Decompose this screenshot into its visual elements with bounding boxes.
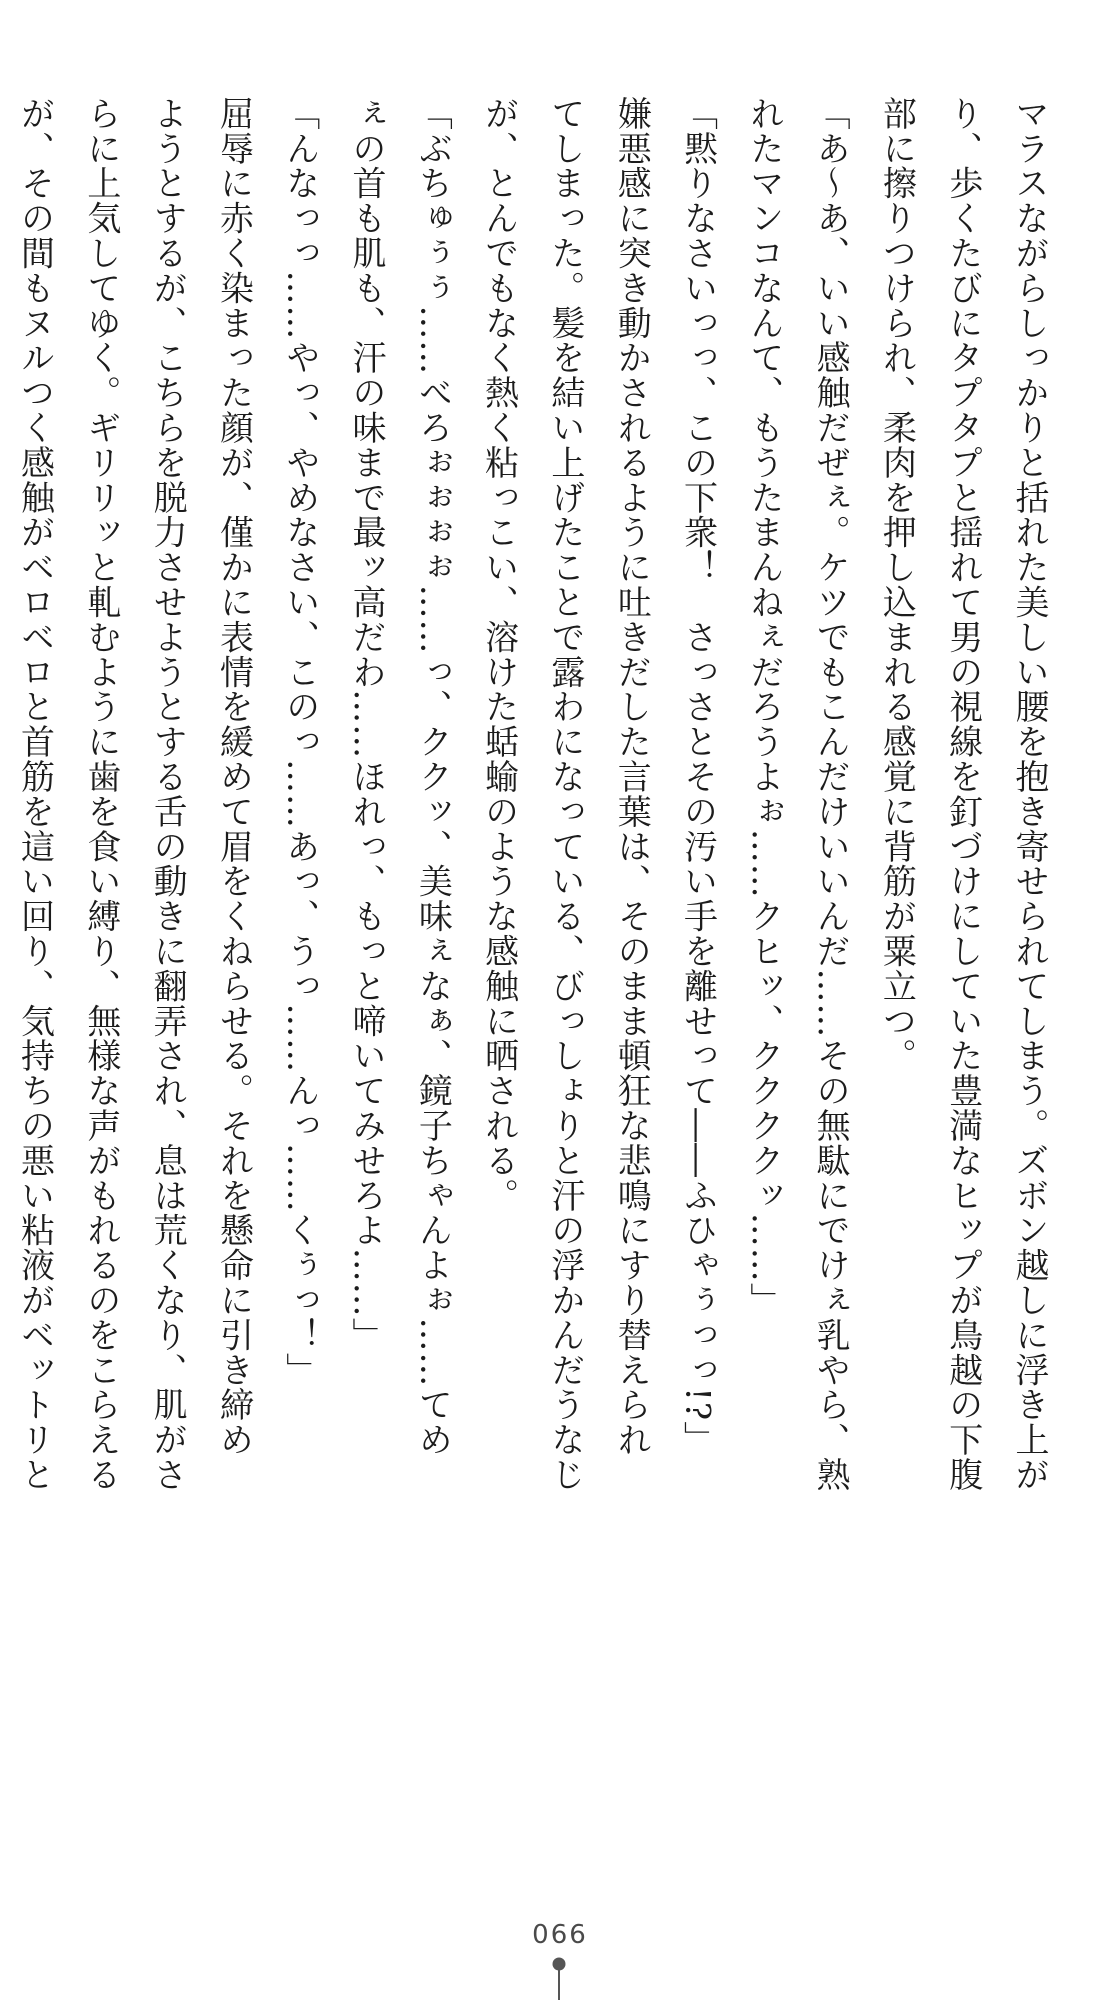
page-ornament-icon [548,1956,570,2000]
text-line: 屈辱に赤く染まった顔が、僅かに表情を緩めて眉をくねらせる。それを懸命に引き締め [213,96,254,1458]
text-line: 嫌悪感に突き動かされるように吐きだした言葉は、そのまま頓狂な悲鳴にすり替えられ [611,96,652,1458]
text-line: ようとするが、こちらを脱力させようとする舌の動きに翻弄され、息は荒くなり、肌がさ [147,96,188,1492]
text-line: ぇの首も肌も、汗の味まで最ッ高だわ……ほれっ、もっと啼いてみせろよ……」 [346,96,387,1353]
text-line: マラスながらしっかりと括れた美しい腰を抱き寄せられてしまう。ズボン越しに浮き上が [1009,96,1049,1492]
text-line: らに上気してゆく。ギリリッと軋むように歯を食い縛り、無様な声がもれるのをこらえる [80,96,121,1492]
page-number: 066 [532,1920,588,1950]
text-line: 「黙りなさいっっ、この下衆！ さっさとその汚い手を離せって――ふひゃぅっっ!?」 [677,96,718,1456]
text-line: 部に擦りつけられ、柔肉を押し込まれる感覚に背筋が粟立つ。 [876,96,917,1074]
text-line: てしまった。髪を結い上げたことで露わになっている、びっしょりと汗の浮かんだうなじ [544,96,585,1492]
vertical-body-text [14,96,1062,1716]
text-line: が、その間もヌルつく感触がベロベロと首筋を這い回り、気持ちの悪い粘液がベットリと [14,96,55,1492]
text-line: 「ぶちゅぅぅ……べろぉぉぉぉ……っ、ククッ、美味ぇなぁ、鏡子ちゃんよぉ……てめ [412,96,453,1458]
text-line: 「あ～あ、いい感触だぜぇ。ケツでもこんだけいいんだ……その無駄にでけぇ乳やら、熟 [810,96,851,1492]
text-line: り、歩くたびにタプタプと揺れて男の視線を釘づけにしていた豊満なヒップが鳥越の下腹 [942,96,983,1492]
text-line: れたマンコなんて、もうたまんねぇだろうよぉ……クヒッ、ククククッ……」 [743,96,784,1318]
text-line: が、とんでもなく熱く粘っこい、溶けた蛞蝓のような感触に晒される。 [478,96,519,1213]
text-line: 「んなっっ……やっ、やめなさい、このっ……あっ、うっ……んっ……くぅっ！」 [279,96,320,1388]
